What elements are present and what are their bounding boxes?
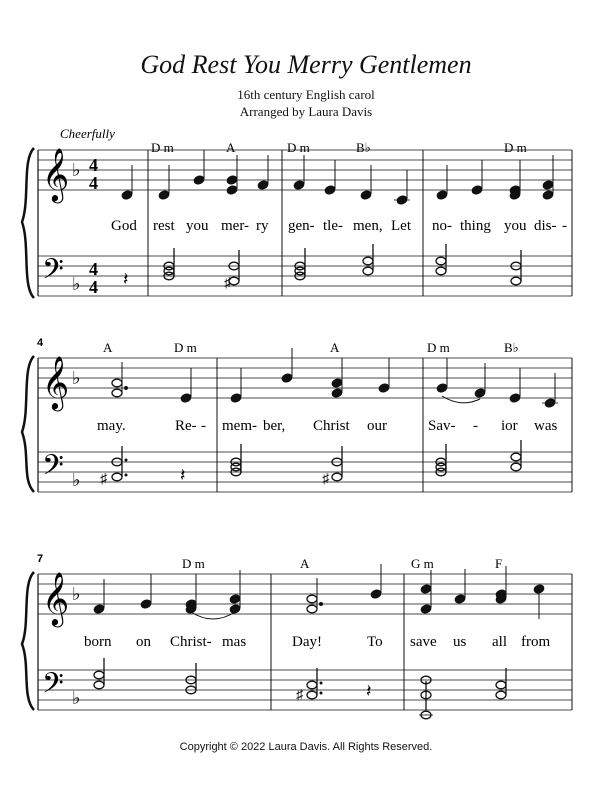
time-signature-top: 4 (89, 259, 98, 279)
svg-text:dis-: dis- (534, 218, 557, 234)
key-flat: ♭ (72, 160, 81, 180)
time-signature-top: 4 (89, 155, 98, 175)
svg-text:mer-: mer- (221, 218, 250, 234)
svg-text:God: God (111, 218, 137, 234)
bass-clef: 𝄢 (42, 451, 64, 488)
chord-symbol: D m (174, 340, 197, 355)
bass-notes (112, 440, 521, 481)
treble-clef: 𝄞 (42, 357, 70, 408)
sharp-accidental: ♯ (322, 472, 329, 487)
svg-text:Sav-: Sav- (428, 418, 456, 434)
key-flat: ♭ (72, 584, 81, 604)
time-signature-bottom: 4 (89, 277, 98, 297)
chord-symbol: D m (427, 340, 450, 355)
svg-text:ry: ry (256, 218, 269, 234)
sharp-accidental: ♯ (224, 276, 231, 291)
svg-text:was: was (534, 418, 558, 434)
svg-text:tle-: tle- (323, 218, 343, 234)
chord-symbol: A (103, 340, 113, 355)
quarter-rest: 𝄽 (123, 269, 129, 289)
subtitle: 16th century English carol (237, 87, 375, 102)
svg-text:you: you (186, 218, 209, 234)
brace (22, 572, 34, 710)
copyright-notice: Copyright © 2022 Laura Davis. All Rights Reserved. (179, 741, 433, 753)
tempo-marking: Cheerfully (60, 126, 115, 141)
chord-symbol: D m (287, 140, 310, 155)
bass-notes (164, 244, 521, 285)
svg-text:mem-: mem- (222, 418, 257, 434)
key-flat: ♭ (72, 470, 81, 490)
svg-text:us: us (453, 634, 467, 650)
svg-text:mas: mas (222, 634, 247, 650)
lyrics-line (97, 418, 557, 434)
svg-text:on: on (136, 634, 151, 650)
system-1 (22, 126, 572, 298)
svg-text:no-: no- (432, 218, 452, 234)
svg-text:from: from (521, 634, 551, 650)
svg-text:ior: ior (501, 418, 518, 434)
svg-text:save: save (410, 634, 437, 650)
treble-notes (121, 150, 554, 205)
svg-text:rest: rest (153, 218, 175, 234)
svg-text:-: - (201, 418, 206, 434)
measure-number: 4 (37, 337, 44, 349)
bass-clef: 𝄢 (42, 669, 64, 706)
chord-symbol: D m (504, 140, 527, 155)
chord-symbol: D m (151, 140, 174, 155)
svg-text:Christ: Christ (313, 418, 350, 434)
page-title: God Rest You Merry Gentlemen (140, 50, 472, 79)
key-flat: ♭ (72, 274, 81, 294)
svg-text:our: our (367, 418, 387, 434)
sharp-accidental: ♯ (100, 472, 107, 487)
bass-staff (38, 670, 572, 710)
system-3 (22, 553, 572, 719)
brace (22, 356, 34, 492)
svg-text:-: - (562, 218, 567, 234)
slur (191, 612, 235, 619)
chord-symbol: A (330, 340, 340, 355)
svg-text:may.: may. (97, 418, 126, 434)
svg-text:born: born (84, 634, 112, 650)
svg-text:Re-: Re- (175, 418, 197, 434)
svg-text:all: all (492, 634, 507, 650)
treble-clef: 𝄞 (42, 149, 70, 200)
system-2 (22, 337, 572, 492)
svg-text:Christ-: Christ- (170, 634, 212, 650)
svg-text:thing: thing (460, 218, 491, 234)
sharp-accidental: ♯ (296, 688, 303, 703)
svg-text:men,: men, (353, 218, 383, 234)
svg-text:Day!: Day! (292, 634, 322, 650)
chord-symbol: B♭ (504, 340, 519, 355)
lyrics-line (84, 634, 550, 650)
chord-symbol: B♭ (356, 140, 371, 155)
quarter-rest: 𝄽 (366, 681, 372, 701)
treble-clef: 𝄞 (42, 573, 70, 624)
svg-text:-: - (473, 418, 478, 434)
svg-text:Let: Let (391, 218, 411, 234)
treble-staff (38, 150, 572, 190)
svg-text:you: you (504, 218, 527, 234)
slur (442, 396, 480, 403)
measure-number: 7 (37, 553, 44, 565)
brace (22, 148, 34, 298)
lyrics-line (111, 218, 567, 234)
arranger-credit: Arranged by Laura Davis (239, 104, 373, 119)
svg-text:ber,: ber, (263, 418, 286, 434)
svg-text:gen-: gen- (288, 218, 315, 234)
key-flat: ♭ (72, 688, 81, 708)
treble-staff (38, 358, 572, 398)
svg-text:To: To (367, 634, 383, 650)
chord-symbol: A (226, 140, 236, 155)
key-flat: ♭ (72, 368, 81, 388)
quarter-rest: 𝄽 (180, 465, 186, 485)
chord-symbol: F (495, 556, 503, 571)
time-signature-bottom: 4 (89, 173, 98, 193)
treble-notes (93, 564, 545, 619)
chord-symbol: D m (182, 556, 205, 571)
chord-symbol: A (300, 556, 310, 571)
bass-clef: 𝄢 (42, 255, 64, 292)
chord-symbol: G m (411, 556, 434, 571)
treble-staff (38, 574, 572, 614)
